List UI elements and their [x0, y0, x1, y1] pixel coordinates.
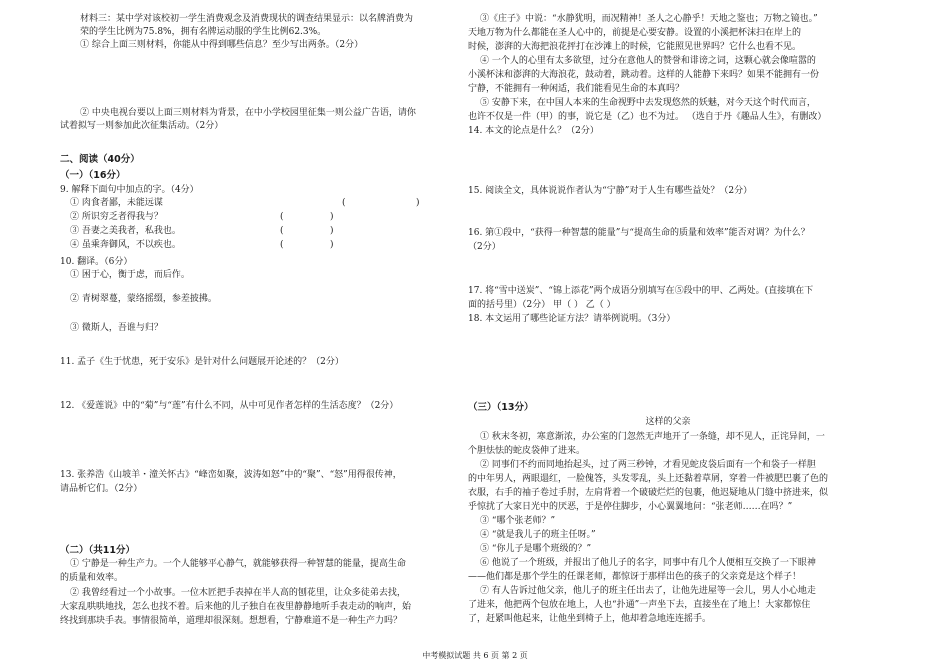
q9-blank-close-3: ): [330, 226, 334, 236]
q9-item-2: ② 所识穷乏者得我与？: [70, 212, 163, 222]
story-line-9: ⑤ “你儿子是哪个班级的？”: [480, 544, 592, 554]
question-14: 14. 本文的论点是什么？（2分）: [468, 126, 599, 136]
passage2-line-5: 终找到那块手表。事情很简单，道理却很深刻。想想看，宁静难道不是一种生产力吗？: [60, 616, 403, 626]
q9-blank-open-2: (: [280, 212, 284, 222]
question-9: 9. 解释下面句中加点的字。（4分）: [60, 185, 199, 195]
passage2-cont-line-6: 宁静，不能拥有一种闲适，我们能看见生命的本真吗？: [468, 84, 685, 94]
material3-line-2: 荣的学生比例为75.8%，拥有名牌运动服的学生比例62.3%。: [80, 27, 327, 37]
page-footer: 中考模拟试题 共 6 页 第 2 页: [422, 651, 528, 660]
passage2-cont-line-3: 时候，澎湃的大海把浪花抨打在沙滩上的时候，它能照见世界吗？它什么也看不见。: [468, 42, 802, 52]
passage2-cont-line-7: ⑤ 安静下来，在中国人本来的生命视野中去发现悠然的妖魅，对今天这个时代而言，: [480, 98, 816, 108]
question-2-line-1: ② 中央电视台要以上面三则材料为背景，在中小学校园里征集一则公益广告语，请你: [80, 108, 416, 118]
story-line-5: 衣服，右手的袖子卷过手肘，左肩背着一个破破烂烂的包裹，他迟疑地从门缝中挤进来，似: [468, 488, 829, 498]
question-15: 15. 阅读全文，具体说说作者认为“宁静”对于人生有哪些益处？（2分）: [468, 186, 753, 196]
story-line-13: 了进来，他把两个包放在地上，人也“扑通”一声坐下去，直接坐在了地上！大家都惊住: [468, 600, 811, 610]
story-line-2: 个胆怯怯的蛇皮袋伸了进来。: [468, 446, 586, 456]
passage2-line-3: ② 我曾经看过一个小故事。一位木匠把手表掉在半人高的刨花里，让众多徒弟去找，: [70, 588, 406, 598]
question-18: 18. 本文运用了哪些论证方法？请举例说明。（3分）: [468, 314, 676, 324]
q10-item-3: ③ 微斯人，吾谁与归？: [70, 323, 163, 333]
passage2-line-1: ① 宁静是一种生产力。一个人能够平心静气，就能够获得一种智慧的能量，提高生命: [70, 559, 406, 569]
story-line-6: 乎惊扰了大家日光中的厌恶，于是停住脚步，小心翼翼地问：“张老师……在吗？”: [468, 502, 793, 512]
passage2-line-4: 大家乱哄哄地找，怎么也找不着。后来他的儿子独自在夜里静静地听手表走动的响声，始: [60, 602, 412, 612]
story-line-14: 了，赶紧叫他起来，让他坐到椅子上，他却着急地连连摇手。: [468, 614, 712, 624]
q9-item-1: ① 肉食者鄙，未能远谋: [70, 198, 163, 208]
q10-item-1: ① 困于心，衡于虑，而后作。: [70, 270, 190, 280]
q9-blank-close-1: ): [416, 198, 420, 208]
question-16-line-2: （2分）: [468, 242, 501, 252]
q9-item-4: ④ 虽乘奔御风，不以疾也。: [70, 240, 181, 250]
q9-item-3: ③ 吾妻之美我者，私我也。: [70, 226, 181, 236]
q9-blank-open-3: (: [280, 226, 284, 236]
question-13-line-2: 请品析它们。（2分）: [60, 484, 143, 494]
passage2-line-2: 的质量和效率。: [60, 573, 124, 583]
story-line-11: ——他们都是那个学生的任课老师，都惊讶于那样出色的孩子的父亲竟是这个样子！: [468, 572, 802, 582]
story-title: 这样的父亲: [645, 417, 691, 427]
question-10: 10. 翻译。（6分）: [60, 257, 133, 267]
section-heading-reading: 二、阅读（40分）: [60, 154, 140, 165]
question-17-line-1: 17. 将“雪中送炭”、“锦上添花”两个成语分别填写在⑤段中的甲、乙两处。(直接填在下: [468, 286, 814, 296]
passage2-cont-line-5: 小溪杯沫和澎湃的大海浪花，鼓动着，跳动着。这样的人能静下来吗？如果不能拥有一份: [468, 70, 820, 80]
story-line-4: 的中年男人，两眼遢红，一脸傀答，头发零乱，头上还黏着草屑，穿着一件被肥巴裹了色的: [468, 474, 829, 484]
q9-blank-close-2: ): [330, 212, 334, 222]
question-12: 12. 《爱莲说》中的“菊”与“莲”有什么不同，从中可见作者怎样的生活态度？（2分）: [60, 401, 399, 411]
story-line-7: ③ “哪个张老师？”: [480, 516, 556, 526]
question-16-line-1: 16. 第①段中，“获得一种智慧的能量”与“提高生命的质量和效率”能否对调？为什么？: [468, 228, 810, 238]
part-1-heading: （一）（16分）: [60, 170, 126, 181]
q10-item-2: ② 青树翠蔓，蒙络摇缀，参差披拂。: [70, 294, 217, 304]
question-13-line-1: 13. 张养浩《山坡羊・潼关怀古》“峰峦如聚，波涛如怒”中的“聚”、“怒”用得很传神，: [60, 470, 402, 480]
story-line-8: ④ “就是我儿子的班主任呀。”: [480, 530, 596, 540]
question-17-line-2: 面的括号里）（2分） 甲（ ） 乙（ ）: [468, 300, 616, 310]
story-line-1: ① 秋末冬初，寒意渐浓，办公室的门忽然无声地开了一条缝，却不见人，正诧异间，一: [480, 432, 825, 442]
q9-blank-close-4: ): [330, 240, 334, 250]
passage2-cont-line-2: 天地万物为什么都能在圣人心中的，前提是心要安静。设置的小溪把杯沫扫在岸上的: [468, 28, 802, 38]
question-2-line-2: 试着拟写一则参加此次征集活动。（2分）: [60, 121, 224, 131]
q9-blank-open-4: (: [280, 240, 284, 250]
question-11: 11. 孟子《生于忧患，死于安乐》是针对什么问题展开论述的？（2分）: [60, 357, 344, 367]
q9-blank-open-1: (: [342, 198, 346, 208]
material3-line-1: 材料三：某中学对该校初一学生消费观念及消费现状的调查结果显示：以名牌消费为: [80, 14, 414, 24]
part-2-heading: （二）（共11分）: [60, 545, 135, 556]
question-1: ① 综合上面三则材料，你能从中得到哪些信息？至少写出两条。（2分）: [80, 40, 364, 50]
part-3-heading: （三）（13分）: [468, 402, 534, 413]
passage2-cont-line-1: ③《庄子》中说：“水静犹明，而况精神！圣人之心静乎！天地之鉴也；万物之镜也。”: [480, 14, 818, 24]
passage2-cont-line-4: ④ 一个人的心里有太多欲望，过分在意他人的赞誉和诽谤之词，这颗心就会像喧嚣的: [480, 56, 816, 66]
story-line-12: ⑦ 有人告诉过他父亲，他儿子的班主任出去了，让他先进屋等一会儿，男人小心地走: [480, 586, 816, 596]
story-line-3: ② 同事们不约而同地抬起头，过了两三秒钟，才看见蛇皮袋后面有一个和袋子一样胆: [480, 460, 816, 470]
story-line-10: ⑥ 他说了一个班级，并报出了他儿子的名字，同事中有几个人便相互交换了一下眼神: [480, 558, 816, 568]
passage2-cont-line-8: 也许不仅是一件（甲）的事，说它是（乙）也不为过。 （选自于丹《趣品人生》，有删改）: [468, 112, 827, 122]
